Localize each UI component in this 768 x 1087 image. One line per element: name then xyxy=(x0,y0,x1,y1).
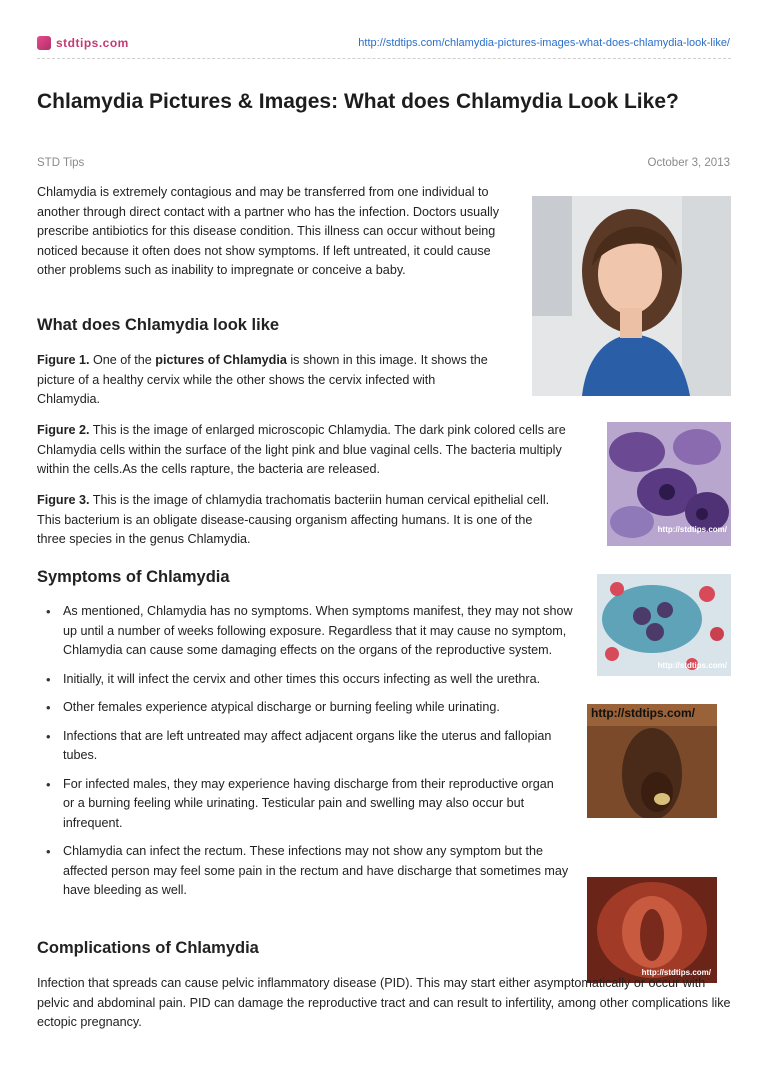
figure-3-text: This is the image of chlamydia trachomatis bacteriin human cervical epithelial cell. This bacterium is an obligate disease-causing organism affecting humans. It is one of the three species in the genus Chlamydia. xyxy=(37,493,550,546)
site-logo-icon xyxy=(37,36,51,50)
clinical-image-4 xyxy=(587,877,717,983)
figure-1-text-post: is shown in this image. It shows the picture of a healthy cervix while the other shows the cervix infected with Chlamydia. xyxy=(37,353,488,406)
watermark-4: http://stdtips.com/ xyxy=(641,968,711,977)
section-heading-symptoms: Symptoms of Chlamydia xyxy=(37,568,230,586)
list-item: • Other females experience atypical discharge or burning feeling while urinating. xyxy=(37,698,577,718)
author: STD Tips xyxy=(37,157,85,169)
microscopic-image-2 xyxy=(597,574,731,676)
figure-1-label: Figure 1. xyxy=(37,353,90,367)
section-heading-complications: Complications of Chlamydia xyxy=(37,939,259,957)
clinical-image-3 xyxy=(587,704,717,818)
watermark-2: http://stdtips.com/ xyxy=(657,661,727,670)
woman-photo xyxy=(532,196,731,396)
figure-1-text-pre: One of the xyxy=(89,353,156,367)
watermark-1: http://stdtips.com/ xyxy=(657,525,727,534)
site-name[interactable]: stdtips.com xyxy=(56,36,129,50)
figure-3-paragraph xyxy=(37,491,557,550)
page-title: Chlamydia Pictures & Images: What does Chlamydia Look Like? xyxy=(37,90,679,113)
header-divider xyxy=(37,58,731,59)
figure-2-paragraph xyxy=(37,421,593,480)
figure-1-paragraph xyxy=(37,351,497,410)
figure-2-label: Figure 2. xyxy=(37,423,90,437)
complications-paragraph: Infection that spreads can cause pelvic inflammatory disease (PID). This may start either asymptomatically or occur with pelvic and abdominal pain. PID can damage the reproductive tract and can result to infertility, among other complications like ectopic pregnancy. xyxy=(37,976,731,1029)
figure-1-bold: pictures of Chlamydia xyxy=(155,353,287,367)
list-item: • Initially, it will infect the cervix and other times this occurs infecting as well the urethra. xyxy=(37,670,569,690)
list-item: • As mentioned, Chlamydia has no symptoms. When symptoms manifest, they may not show up until a number of weeks following exposure. Regardless that it may cause no symptom, Chlamydia can cause some damaging effects on the organs of the reproductive system. xyxy=(37,602,577,661)
symptoms-list xyxy=(37,602,577,910)
list-item: • Infections that are left untreated may affect adjacent organs like the uterus and fallopian tubes. xyxy=(37,727,563,766)
page-url[interactable]: http://stdtips.com/chlamydia-pictures-images-what-does-chlamydia-look-like/ xyxy=(358,37,730,49)
section-heading-look: What does Chlamydia look like xyxy=(37,316,280,334)
date: October 3, 2013 xyxy=(647,157,730,169)
intro-paragraph: Chlamydia is extremely contagious and may be transferred from one individual to another through direct contact with a partner who has the infection. Doctors usually prescribe antibiotics for this disease condition. This illness can occur without being noticed because it often does not show symptoms. If left untreated, it could cause other problems such as inability to impregnate or conceive a baby. xyxy=(37,185,500,277)
figure-2-text: This is the image of enlarged microscopic Chlamydia. The dark pink colored cells are Chlamydia cells within the surface of the light pink and blue vaginal cells. The bacteria multiply within the cells.As the cells rapture, the bacteria are released. xyxy=(37,423,566,476)
figure-3-label: Figure 3. xyxy=(37,493,90,507)
microscopic-image-1 xyxy=(607,422,731,546)
list-item: • For infected males, they may experience having discharge from their reproductive organ or a burning feeling while urinating. Testicular pain and swelling may also occur but infrequent. xyxy=(37,775,563,834)
watermark-3: http://stdtips.com/ xyxy=(591,706,695,720)
list-item: • Chlamydia can infect the rectum. These infections may not show any symptom but the affected person may feel some pain in the rectum and have discharge that sometimes may have bleeding as well. xyxy=(37,842,589,901)
